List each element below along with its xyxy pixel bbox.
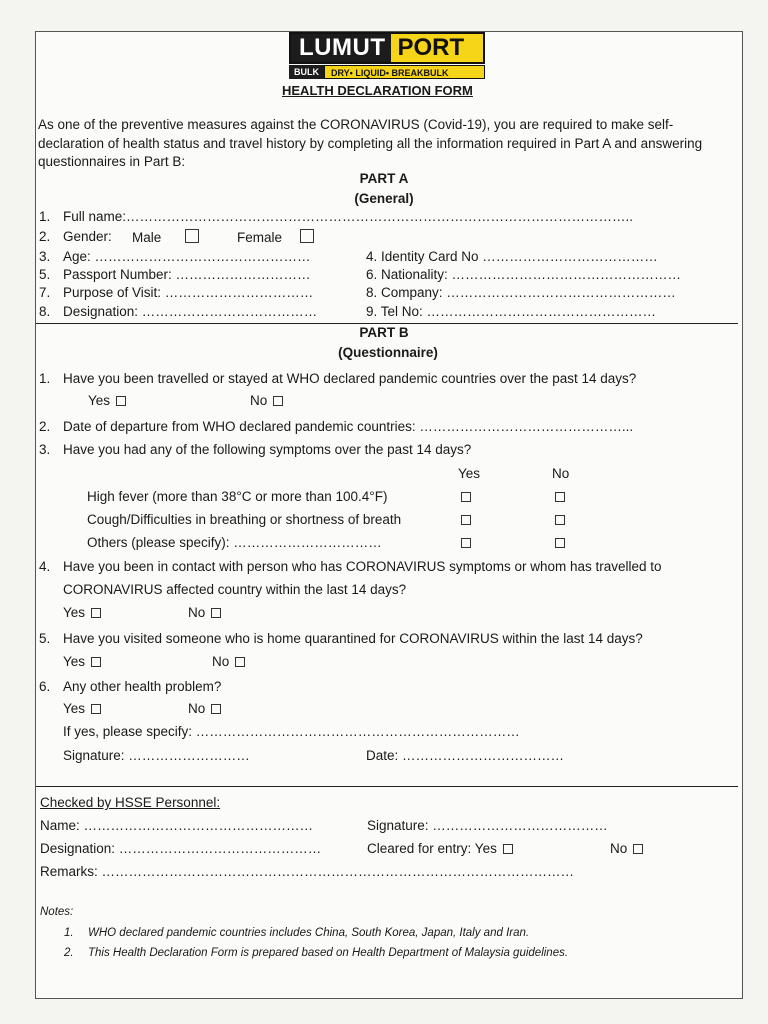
q6-yes-option[interactable] [63,701,101,716]
note-number: 1. [64,927,74,939]
q6-yes-checkbox[interactable] [91,704,101,714]
male-checkbox[interactable] [185,229,199,243]
tel-no-field[interactable]: 9. Tel No: …………………………………………… [366,304,657,319]
field-number: 3. [39,249,51,264]
divider [36,786,738,787]
question-5-text: Have you visited someone who is home quarantined for CORONAVIRUS within the last 14 days? [63,631,643,646]
lumut-port-logo [289,32,485,80]
question-4-text-line2: CORONAVIRUS affected country within the last 14 days? [63,582,407,597]
cleared-yes-option[interactable] [367,841,513,856]
no-label: No [188,701,206,716]
note-1-text: WHO declared pandemic countries includes China, South Korea, Japan, Italy and Iran. [88,927,530,939]
purpose-of-visit-field[interactable]: Purpose of Visit: …………………………… [63,285,314,300]
cleared-no-option[interactable] [610,841,643,856]
hsse-remarks-field[interactable]: Remarks: …………………………………………………………………………………………… [40,864,575,879]
no-label: No [610,841,628,856]
part-a-subtitle: (General) [354,191,414,206]
question-number: 2. [39,419,51,434]
symptom-cough: Cough/Difficulties in breathing or shortness of breath [87,512,402,527]
q1-yes-option[interactable] [88,393,126,408]
cleared-label: Cleared for entry: Yes [367,841,497,856]
hsse-signature-field[interactable]: Signature: ………………………………… [367,818,608,833]
declarant-date-field[interactable]: Date: ……………………………… [366,748,565,763]
hsse-name-field[interactable]: Name: …………………………………………… [40,818,314,833]
declarant-signature-field[interactable]: Signature: ……………………… [63,748,250,763]
others-yes-checkbox[interactable] [461,538,471,548]
field-number: 7. [39,285,51,300]
gender-male-option[interactable] [132,229,199,245]
company-field[interactable]: 8. Company: …………………………………………… [366,285,676,300]
yes-label: Yes [63,605,86,620]
cleared-no-checkbox[interactable] [633,844,643,854]
logo-types: DRY• LIQUID• BREAKBULK [324,65,485,79]
q6-specify-field[interactable]: If yes, please specify: ……………………………………………………………… [63,724,520,739]
hsse-title: Checked by HSSE Personnel: [40,795,221,810]
question-number: 5. [39,631,51,646]
high-fever-no-checkbox[interactable] [555,492,565,502]
logo-bulk: BULK [289,65,324,79]
q1-yes-checkbox[interactable] [116,396,126,406]
female-label: Female [237,230,283,245]
q5-no-checkbox[interactable] [235,657,245,667]
logo-port: PORT [391,34,483,62]
q5-yes-checkbox[interactable] [91,657,101,667]
passport-number-field[interactable]: Passport Number: ………………………… [63,267,311,282]
cough-yes-checkbox[interactable] [461,515,471,525]
part-a-title: PART A [359,171,409,186]
yes-label: Yes [63,701,86,716]
designation-field[interactable]: Designation: ………………………………… [63,304,318,319]
question-2-departure-date-field[interactable]: Date of departure from WHO declared pandemic countries: ………………………………………... [63,419,634,434]
symptom-high-fever: High fever (more than 38°C or more than 100.4°F) [87,489,388,504]
q4-no-option[interactable] [188,605,221,620]
male-label: Male [132,230,162,245]
part-b-subtitle: (Questionnaire) [338,345,438,360]
field-number: 2. [39,229,51,244]
gender-female-option[interactable] [237,229,314,245]
question-6-text: Any other health problem? [63,679,222,694]
question-4-text-line1: Have you been in contact with person who has CORONAVIRUS symptoms or whom has travelled to [63,559,662,574]
intro-paragraph: As one of the preventive measures against the CORONAVIRUS (Covid-19), you are required to make self-declaration of health status and travel history by completing all the information required in Part A and answering questionnaires in Part B: [38,117,703,170]
question-1-text: Have you been travelled or stayed at WHO declared pandemic countries over the past 14 days? [63,371,637,386]
notes-title: Notes: [40,906,74,918]
q4-no-checkbox[interactable] [211,608,221,618]
identity-card-field[interactable]: 4. Identity Card No ………………………………… [366,249,658,264]
question-number: 4. [39,559,51,574]
female-checkbox[interactable] [300,229,314,243]
q6-no-option[interactable] [188,701,221,716]
logo-lumut: LUMUT [291,34,391,62]
yes-column-header: Yes [458,466,481,481]
q4-yes-option[interactable] [63,605,101,620]
form-title: HEALTH DECLARATION FORM [282,83,473,98]
question-3-text: Have you had any of the following symptoms over the past 14 days? [63,442,472,457]
field-number: 8. [39,304,51,319]
no-label: No [250,393,268,408]
q5-yes-option[interactable] [63,654,101,669]
full-name-field[interactable]: Full name:………………………………………………………………………………………………….. [63,209,634,224]
hsse-designation-field[interactable]: Designation: ……………………………………… [40,841,322,856]
field-number: 1. [39,209,51,224]
cough-no-checkbox[interactable] [555,515,565,525]
q4-yes-checkbox[interactable] [91,608,101,618]
divider [36,323,738,324]
q6-no-checkbox[interactable] [211,704,221,714]
gender-label: Gender: [63,229,112,244]
question-number: 3. [39,442,51,457]
high-fever-yes-checkbox[interactable] [461,492,471,502]
question-number: 6. [39,679,51,694]
no-label: No [212,654,230,669]
no-label: No [188,605,206,620]
q1-no-checkbox[interactable] [273,396,283,406]
cleared-yes-checkbox[interactable] [503,844,513,854]
yes-label: Yes [88,393,111,408]
q1-no-option[interactable] [250,393,283,408]
q5-no-option[interactable] [212,654,245,669]
note-2-text: This Health Declaration Form is prepared based on Health Department of Malaysia guidelines. [88,947,569,959]
age-field[interactable]: Age: ………………………………………… [63,249,311,264]
part-b-title: PART B [359,325,409,340]
note-number: 2. [64,947,74,959]
no-column-header: No [552,466,570,481]
question-number: 1. [39,371,51,386]
field-number: 5. [39,267,51,282]
others-no-checkbox[interactable] [555,538,565,548]
symptom-others-field[interactable]: Others (please specify): …………………………… [87,535,382,550]
yes-label: Yes [63,654,86,669]
nationality-field[interactable]: 6. Nationality: …………………………………………… [366,267,682,282]
